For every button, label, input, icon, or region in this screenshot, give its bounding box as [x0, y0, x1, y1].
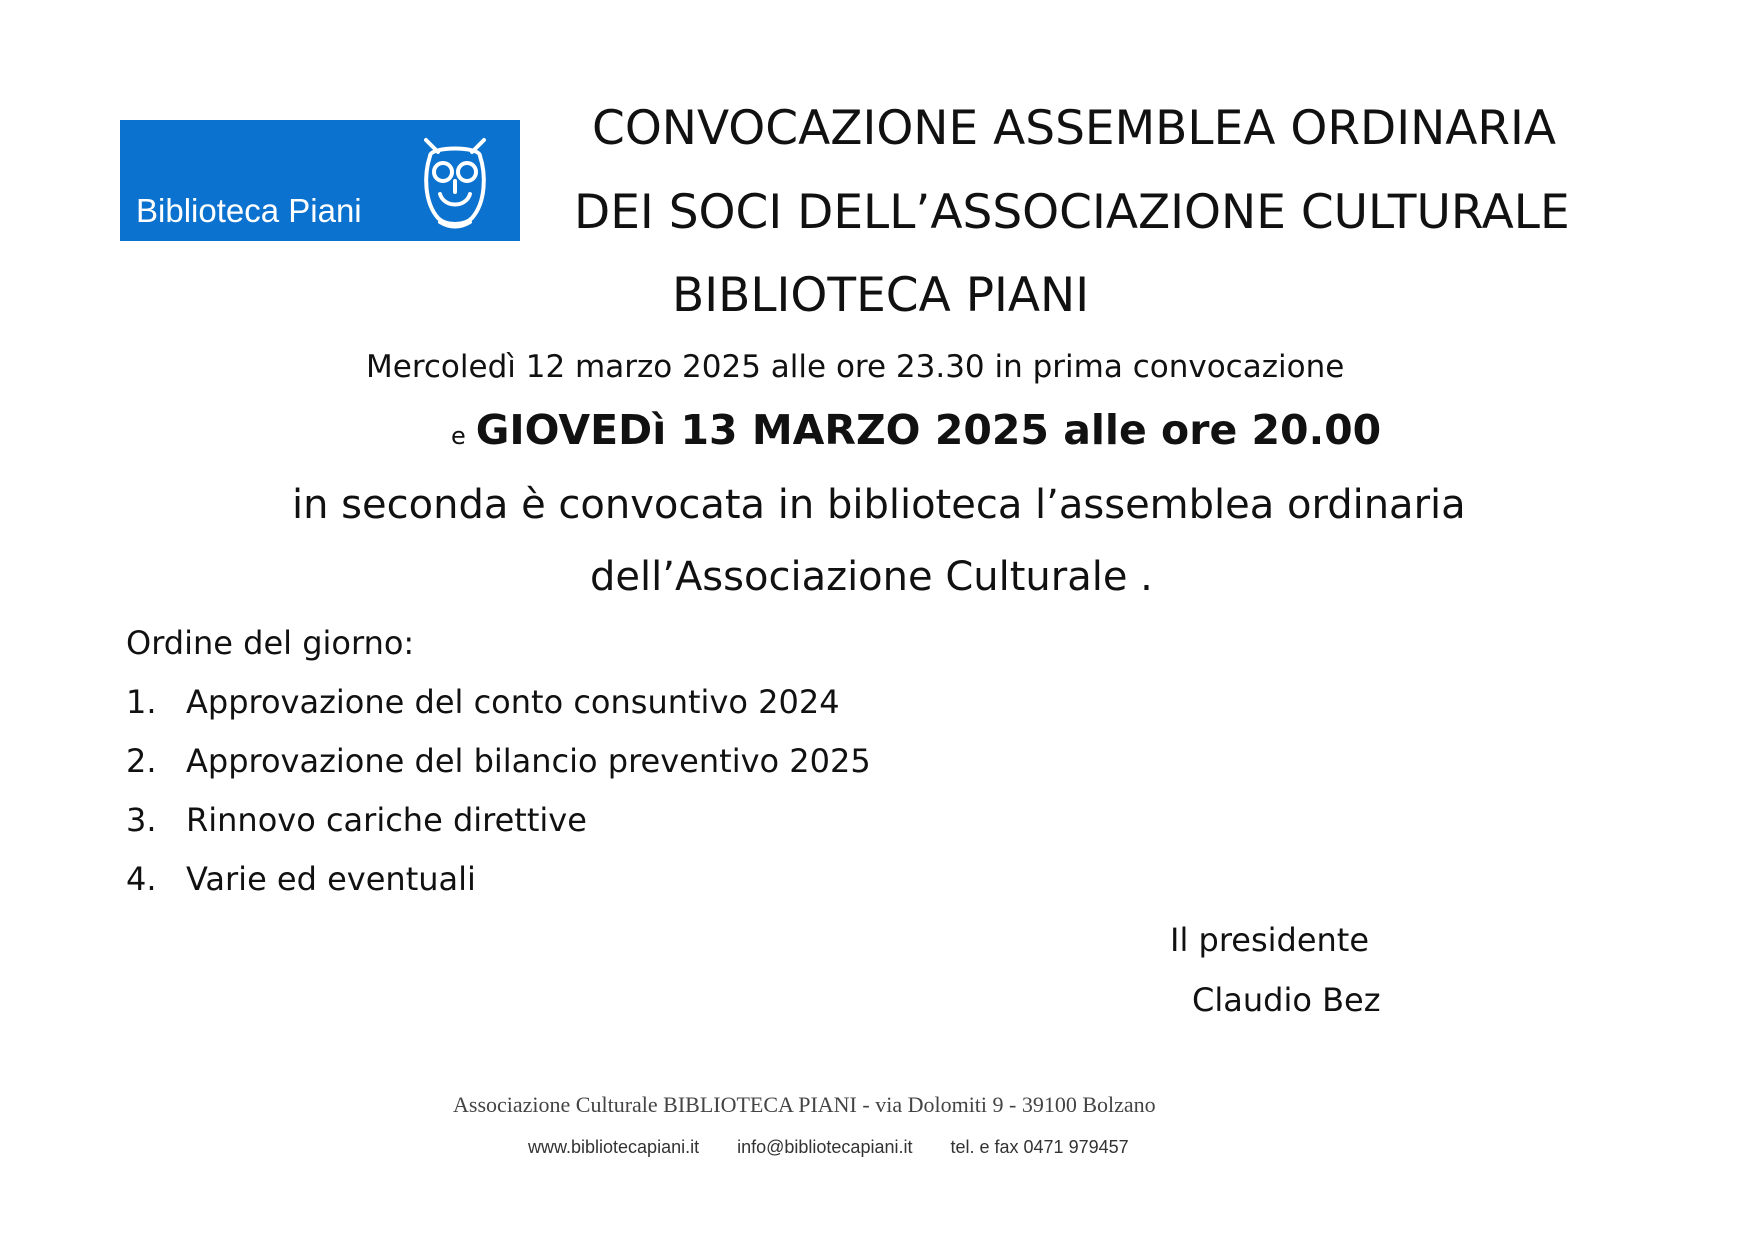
agenda-item	[126, 742, 871, 780]
logo-text: Biblioteca Piani	[136, 192, 362, 229]
title-line-3: BIBLIOTECA PIANI	[672, 268, 1090, 323]
footer-contacts	[528, 1138, 1129, 1156]
signature-name: Claudio Bez	[1192, 981, 1381, 1019]
second-call-date: GIOVEDì 13 MARZO 2025 alle ore 20.00	[475, 406, 1382, 454]
first-call-text: Mercoledì 12 marzo 2025 alle ore 23.30 in prima convocazione	[366, 349, 1345, 385]
agenda-title: Ordine del giorno:	[126, 624, 415, 662]
agenda-item-number: 3.	[126, 801, 157, 839]
agenda-item-number: 2.	[126, 742, 157, 780]
logo	[120, 120, 520, 241]
footer-email-link[interactable]: info@bibliotecapiani.it	[737, 1137, 913, 1157]
footer-phone: tel. e fax 0471 979457	[950, 1137, 1129, 1157]
agenda-item	[126, 683, 840, 721]
agenda-item-number: 1.	[126, 683, 157, 721]
title-line-1: CONVOCAZIONE ASSEMBLEA ORDINARIA	[592, 101, 1557, 156]
signature-role: Il presidente	[1170, 921, 1370, 959]
notice-body-line-2: dell’Associazione Culturale .	[590, 554, 1153, 600]
notice-body-line-1: in seconda è convocata in biblioteca l’assemblea ordinaria	[292, 482, 1466, 528]
footer-website-link[interactable]: www.bibliotecapiani.it	[528, 1137, 700, 1157]
agenda-item	[126, 801, 587, 839]
agenda-item	[126, 860, 476, 898]
agenda-item-text: Approvazione del conto consuntivo 2024	[186, 683, 840, 721]
agenda-item-number: 4.	[126, 860, 157, 898]
second-call	[451, 406, 1382, 454]
agenda-item-text: Varie ed eventuali	[186, 860, 476, 898]
title-line-2: DEI SOCI DELL’ASSOCIAZIONE CULTURALE	[574, 185, 1570, 240]
agenda-item-text: Rinnovo cariche direttive	[186, 801, 587, 839]
footer-address: Associazione Culturale BIBLIOTECA PIANI - via Dolomiti 9 - 39100 Bolzano	[453, 1092, 1156, 1117]
second-call-conjunction: e	[451, 422, 466, 450]
owl-icon	[420, 134, 490, 230]
agenda-item-text: Approvazione del bilancio preventivo 2025	[186, 742, 871, 780]
